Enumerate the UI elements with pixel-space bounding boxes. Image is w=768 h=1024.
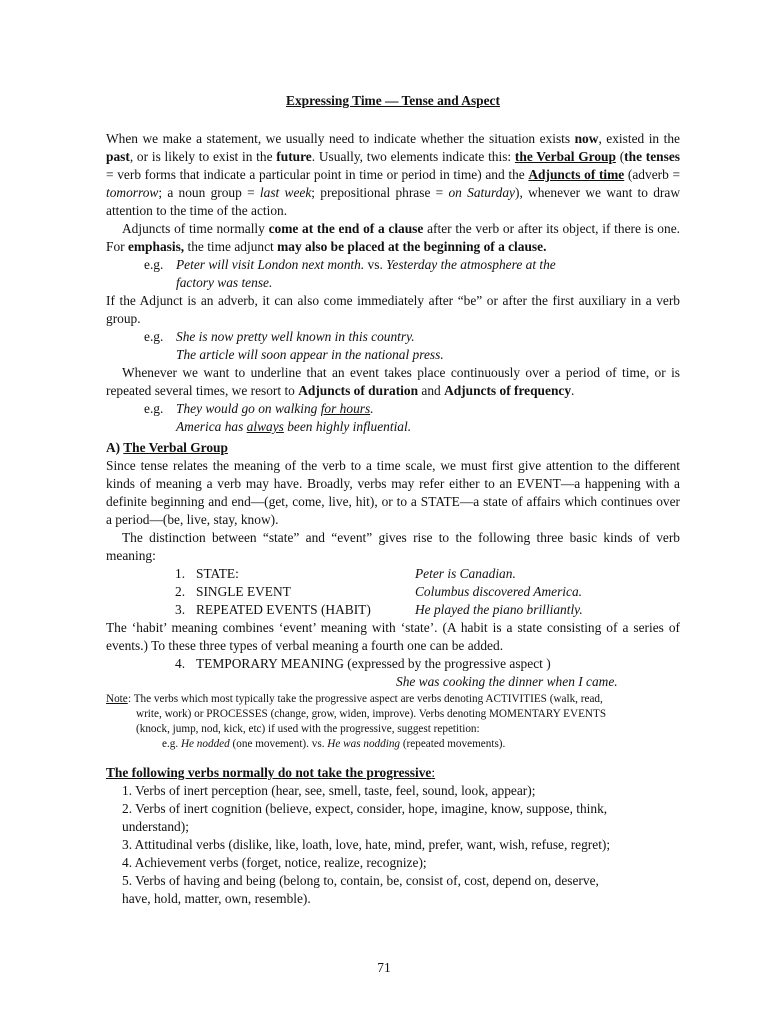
example-sentence: She is now pretty well known in this country. <box>176 329 415 344</box>
note-example-verb: He was nodding <box>327 738 401 750</box>
intro-text: , existed in the <box>598 131 680 146</box>
example-sentence: The article will soon appear in the national press. <box>176 347 444 362</box>
heading-colon: : <box>431 765 436 780</box>
kind-number: 4. <box>175 656 186 671</box>
adverb-position-paragraph: If the Adjunct is an adverb, it can also come immediately after “be” or after the first auxiliary in a verb group. <box>106 293 680 326</box>
note-example <box>106 737 680 752</box>
kind-number: 1. <box>175 566 186 581</box>
intro-text: ; a noun group = <box>158 185 260 200</box>
example-vs: vs. <box>364 257 387 272</box>
list-item-continuation: have, hold, matter, own, resemble). <box>122 891 311 906</box>
progressive-note <box>106 692 680 752</box>
note-text: (one movement). vs. <box>229 738 328 750</box>
list-item: 3. Attitudinal verbs (dislike, like, loath, love, hate, mind, prefer, want, wish, refuse, regret); <box>122 837 611 852</box>
kind-example: She was cooking the dinner when I came. <box>396 674 618 689</box>
kind-number: 3. <box>175 602 186 617</box>
verb-kind-row <box>106 655 680 673</box>
example-line <box>106 328 680 346</box>
intro-tenses-term: the tenses <box>624 149 680 164</box>
intro-bold-future: future <box>276 149 312 164</box>
verb-kind-row <box>106 583 680 601</box>
para-bold: emphasis, <box>127 239 185 254</box>
intro-bold-past: past <box>106 149 130 164</box>
section-prefix: A) <box>106 440 124 455</box>
para-text: and <box>418 383 445 398</box>
kind-name: TEMPORARY MEANING (expressed by the progressive aspect ) <box>196 656 551 671</box>
eg-label: e.g. <box>144 401 164 416</box>
verb-kind-row <box>106 601 680 619</box>
section-heading <box>106 439 680 457</box>
duration-frequency-paragraph <box>106 364 680 400</box>
kind-example: Columbus discovered America. <box>415 584 582 599</box>
intro-text: ; prepositional phrase = <box>311 185 449 200</box>
example-sentence: been highly influential. <box>283 419 412 434</box>
note-text: (repeated movements). <box>400 738 506 750</box>
note-line <box>106 692 680 707</box>
adjunct-position-paragraph <box>106 220 680 256</box>
para-bold: Adjuncts of duration <box>298 383 419 398</box>
note-text: : The verbs which most typically take the progressive aspect are verbs denoting ACTIVITIES (walk, read, <box>128 693 603 705</box>
intro-text: (adverb = <box>624 167 681 182</box>
intro-text: . Usually, two elements indicate this: <box>311 149 515 164</box>
example-line <box>106 418 680 436</box>
intro-example-on-saturday: on Saturday <box>448 185 515 200</box>
kind-name: SINGLE EVENT <box>196 584 291 599</box>
note-label: Note <box>106 693 128 705</box>
kind-name: STATE: <box>196 566 239 581</box>
state-event-paragraph: The distinction between “state” and “event” gives rise to the following three basic kinds of verb meaning: <box>106 530 680 563</box>
example-sentence: Peter will visit London next month. <box>176 257 365 272</box>
example-sentence: America has <box>176 419 247 434</box>
para-text: Adjuncts of time normally <box>122 221 269 236</box>
document-page <box>106 92 680 908</box>
example-line <box>106 256 680 274</box>
para-bold: may also be placed at the beginning of a clause. <box>277 239 547 254</box>
kind-number: 2. <box>175 584 186 599</box>
habit-paragraph: The ‘habit’ meaning combines ‘event’ meaning with ‘state’. (A habit is a state consisting of a series of events.) To these three types of verbal meaning a fourth one can be added. <box>106 620 680 653</box>
example-sentence: They would go on walking <box>176 401 321 416</box>
example-sentence: . <box>370 401 374 416</box>
note-text: (knock, jump, nod, kick, etc) if used with the progressive, suggest repetition: <box>136 723 480 735</box>
intro-example-last-week: last week <box>259 185 312 200</box>
verb-kind-row <box>106 565 680 583</box>
example-line <box>106 400 680 418</box>
page-title: Expressing Time — Tense and Aspect <box>286 93 500 108</box>
intro-paragraph <box>106 130 680 220</box>
intro-text: ( <box>615 149 625 164</box>
intro-text: When we make a statement, we usually need to indicate whether the situation exists <box>106 131 575 146</box>
intro-text: = verb forms that indicate a particular point in time or period in time) and the <box>106 167 529 182</box>
example-underlined: always <box>246 419 284 434</box>
list-item: 2. Verbs of inert cognition (believe, expect, consider, hope, imagine, know, suppose, think, <box>122 801 608 816</box>
kind-example: He played the piano brilliantly. <box>415 602 583 617</box>
intro-text: ), whenever we want to draw attention to the time of the action. <box>106 185 680 218</box>
nonprogressive-heading-text: The following verbs normally do not take the progressive <box>106 765 432 780</box>
example-sentence: Yesterday the atmosphere at the <box>386 257 556 272</box>
intro-bold-now: now <box>574 131 599 146</box>
intro-text: , or is likely to exist in the <box>129 149 277 164</box>
para-bold: come at the end of a clause <box>268 221 424 236</box>
intro-example-tomorrow: tomorrow <box>106 185 159 200</box>
intro-verbal-group-term: the Verbal Group <box>514 149 616 164</box>
note-example-verb: He nodded <box>180 738 230 750</box>
kind-example: Peter is Canadian. <box>415 566 516 581</box>
section-heading-text: The Verbal Group <box>123 440 228 455</box>
eg-label: e.g. <box>144 329 164 344</box>
list-item: 4. Achievement verbs (forget, notice, realize, recognize); <box>122 855 427 870</box>
eg-label: e.g. <box>144 257 164 272</box>
para-text: . <box>571 383 575 398</box>
list-item-continuation: understand); <box>122 819 189 834</box>
list-item: 1. Verbs of inert perception (hear, see, smell, taste, feel, sound, look, appear); <box>122 783 536 798</box>
para-text: Whenever we want to underline that an event takes place continuously over a period of time, or is repeated several times, we resort to <box>106 365 680 398</box>
page-number: 71 <box>377 960 391 975</box>
intro-adjuncts-term: Adjuncts of time <box>528 167 625 182</box>
list-item: 5. Verbs of having and being (belong to, contain, be, consist of, cost, depend on, deserve, <box>122 873 599 888</box>
para-text: after the verb or after its object, if there is one. For <box>106 221 680 254</box>
nonprogressive-heading <box>106 764 680 782</box>
note-text: write, work) or PROCESSES (change, grow, widen, improve). Verbs denoting MOMENTARY EVENTS <box>136 708 607 720</box>
example-underlined: for hours <box>320 401 371 416</box>
para-bold: Adjuncts of frequency <box>444 383 572 398</box>
para-text: the time adjunct <box>184 239 278 254</box>
example-continuation: factory was tense. <box>176 275 273 290</box>
kind-name: REPEATED EVENTS (HABIT) <box>196 602 371 617</box>
eg-label: e.g. <box>162 738 179 750</box>
verbal-group-paragraph: Since tense relates the meaning of the verb to a time scale, we must first give attention to the different kinds of meaning a verb may have. Broadly, verbs may refer either to an EVENT—a happening with a definite beginning and end—(get, come, live, hit), or to a STATE—a state of affairs which continues over a period—(be, live, stay, know). <box>106 458 680 527</box>
